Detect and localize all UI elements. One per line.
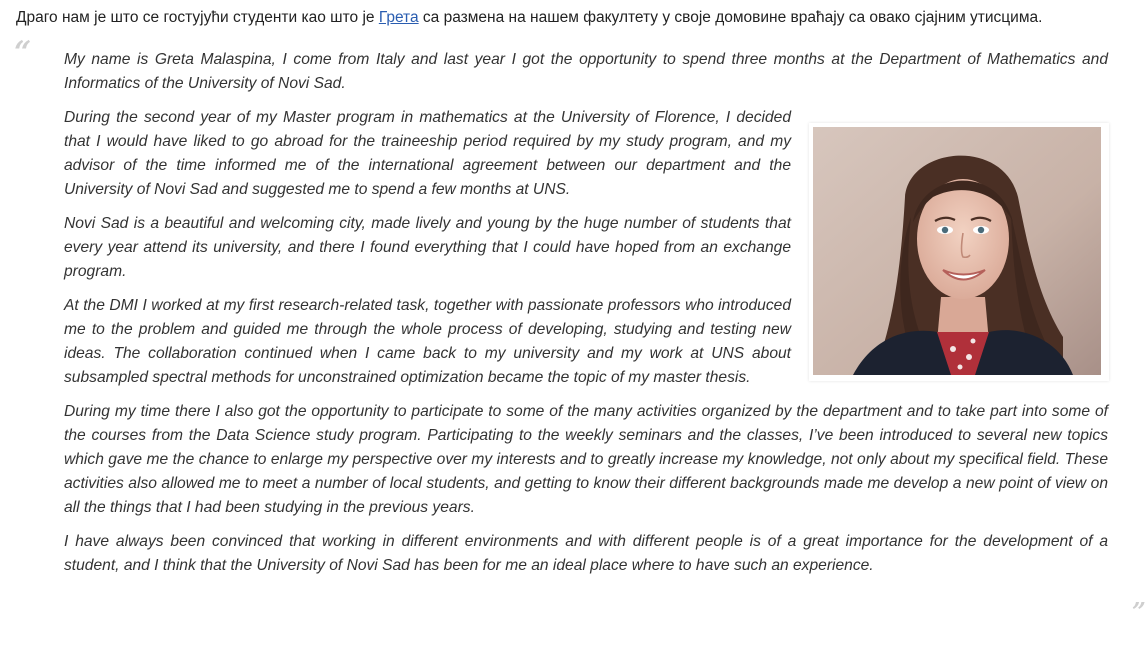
quote-paragraph-3: Novi Sad is a beautiful and welcoming city, made lively and young by the huge number of students that every year attend its university, and there I found everything that I could have hoped from an exchange program. (64, 215, 791, 280)
intro-after: са размена на нашем факултету у своје домовине враћају са овако сјајним утисцима. (418, 9, 1043, 26)
open-quote-icon: “ (14, 35, 32, 70)
quote-paragraph-2: During the second year of my Master program in mathematics at the University of Florence, I decided that I would have liked to go abroad for the traineeship period required by my study program, and my advisor of the time informed me of the international agreement between our department and the University of Novi Sad and suggested me to spend a few months at UNS. (64, 109, 791, 198)
greta-link[interactable]: Грета (378, 9, 419, 26)
close-quote-icon: ” (1132, 597, 1146, 626)
intro-before: Драго нам је што се гостујући студенти као што је (16, 9, 379, 26)
quote-paragraph-1: My name is Greta Malaspina, I come from Italy and last year I got the opportunity to spend three months at the Department of Mathematics and Informatics of the University of Novi Sad. (64, 51, 1108, 92)
intro-text (16, 8, 1136, 28)
testimonial-quote (64, 48, 1108, 588)
quote-paragraph-5: During my time there I also got the opportunity to participate to some of the many activities organized by the department and to take part into some of the courses from the Data Science study program. Participating to the weekly seminars and the classes, I’ve been introduced to several new topics which gave me the chance to enlarge my perspective over my interests and to greatly increase my knowledge, not only about my specifical field. These activities also allowed me to meet a number of local students, and getting to know their different backgrounds made me develop a new point of view on all the things that I had been studying in the previous years. (64, 403, 1108, 516)
student-photo (809, 123, 1109, 381)
portrait-image (813, 127, 1101, 375)
quote-paragraph-6: I have always been convinced that working in different environments and with different people is of a great importance for the development of a student, and I think that the University of Novi Sad has been for me an ideal place where to have such an experience. (64, 533, 1108, 574)
quote-paragraph-4: At the DMI I worked at my first research-related task, together with passionate professors who introduced me to the problem and guided me through the whole process of developing, studying and testing new ideas. The collaboration continued when I came back to my university and my work at UNS about subsampled spectral methods for unconstrained optimization became the topic of my master thesis. (64, 297, 791, 386)
